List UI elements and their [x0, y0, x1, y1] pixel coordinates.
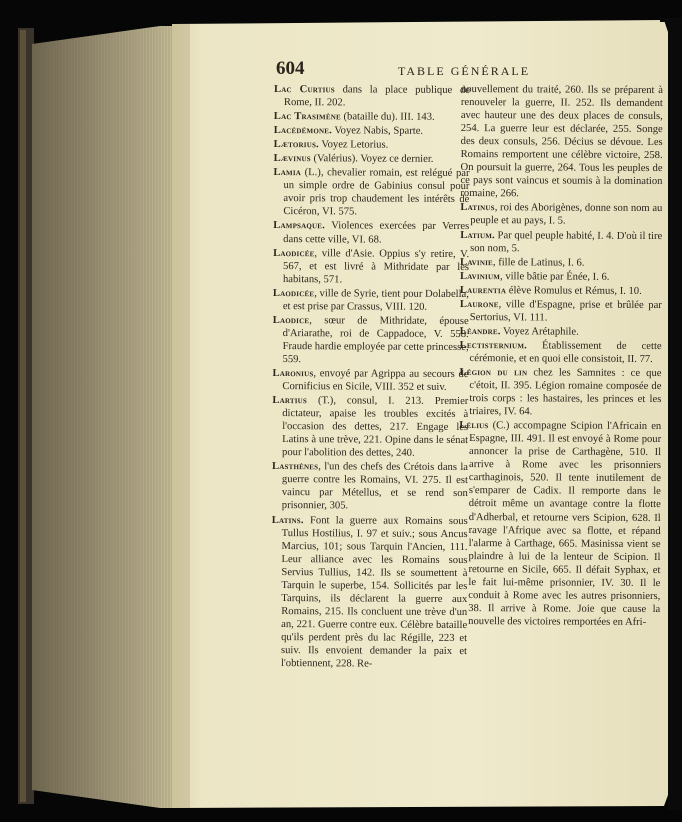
entry-text: , roi des Aborigènes, donne son nom au peuple et au pays, I. 5.: [470, 202, 663, 228]
index-entry: [460, 270, 662, 284]
entry-text: nouvellement du traité, 260. Ils se préparent à renouveler la guerre, II. 252. Ils demandent avec hauteur une des deux places de consuls, 254. La guerre leur est déclarée, 255. Songe des deux consuls, 256. Décius se dévoue. Les Romains remportent une célèbre victoire, 258. On poursuit la guerre, 264. Tous les peuples de ce pays sont vaincus et soumis à la domination romaine, 266.: [460, 83, 663, 200]
entry-text: , ville d'Espagne, prise et brûlée par Sertorius, VI. 111.: [469, 298, 662, 324]
index-entry: [273, 219, 469, 246]
index-entry: [460, 284, 662, 298]
index-entry: [272, 367, 468, 394]
index-entry: [459, 366, 661, 419]
index-entry: [272, 460, 468, 513]
index-entry: [274, 110, 470, 124]
entry-headword: Léandre.: [459, 325, 501, 338]
index-entry: [460, 325, 662, 339]
entry-text: Voyez Nabis, Sparte.: [331, 125, 424, 137]
entry-text: , fille de Latinus, I. 6.: [492, 256, 585, 269]
index-entry: [274, 152, 470, 166]
entry-headword: Latins.: [271, 514, 304, 526]
entry-text: , ville de Syrie, tient pour Dolabella, et est prise par Crassus, VIII. 120.: [282, 287, 469, 313]
entry-headword: Lætorius.: [273, 139, 319, 151]
entry-headword: Laurone: [459, 298, 499, 310]
entry-text: (bataille du). III. 143.: [340, 111, 435, 123]
index-entry: [273, 287, 469, 314]
entry-text: (L.), chevalier romain, est relégué par un simple ordre de Gabinius consul pour avoir pris trop chaudement les intérêts de Cicéron, VI. 575.: [283, 167, 470, 218]
entry-text: élève Romulus et Rémus, I. 10.: [506, 284, 642, 297]
entry-headword: Lamia: [273, 167, 302, 179]
index-entry: [274, 138, 470, 152]
entry-headword: Lectisternium.: [459, 339, 528, 352]
entry-text: Voyez Arétaphile.: [500, 326, 579, 338]
entry-headword: Lac Curtius: [273, 83, 335, 96]
entry-headword: Lævinus: [273, 153, 311, 165]
entry-headword: Laodicée: [272, 287, 315, 299]
entry-text: , envoyé par Agrippa au secours de Cornificius en Sicile, VIII. 352 et suiv.: [282, 368, 469, 393]
entry-text: dans la place publique de Rome, II. 202.: [283, 84, 470, 109]
entry-headword: Lélius: [459, 420, 489, 432]
entry-text: , ville d'Asie. Oppius s'y retire, V. 567, et est livré à Mithridate par les habitans, 571.: [282, 247, 470, 286]
entry-headword: Lasthènes: [271, 461, 319, 473]
index-entry: [274, 124, 470, 138]
entry-text: , l'un des chefs des Crétois dans la guerre contre les Romains, VI. 275. Il est vaincu par Métellus, et se rend son prisonnier, 305.: [281, 461, 469, 512]
index-entry: [460, 201, 662, 228]
entry-headword: Latium.: [460, 229, 495, 241]
entry-text: Par quel peuple habité, I. 4. D'où il tire son nom, 5.: [470, 229, 663, 254]
entry-headword: Lavinie: [460, 256, 493, 268]
entry-headword: Lac Trasimène: [273, 111, 341, 123]
index-entry: [272, 394, 468, 460]
index-entry: [458, 419, 661, 629]
entry-headword: Lartius: [272, 395, 308, 407]
entry-text: (T.), consul, I. 213. Premier dictateur, apaise les troubles excités à l'occasion des dettes, 217. Engage les Latins à une trève, 221. Opine dans le sénat pour l'abolition des dettes, 240.: [282, 395, 469, 460]
entry-headword: Lavinium: [459, 270, 501, 282]
page-number: 604: [276, 58, 305, 79]
entry-text: Voyez Letorius.: [318, 139, 389, 151]
index-entry: [273, 247, 469, 287]
entry-text: , sœur de Mithridate, épouse d'Ariarathe, roi de Cappadoce, V. 558. Fraude hardie employée par cette princesse, 559.: [282, 314, 469, 366]
index-entry: [273, 166, 469, 219]
index-entry: [271, 513, 468, 671]
entry-headword: Laurentia: [459, 284, 507, 296]
entry-headword: Laronius: [272, 367, 314, 380]
entry-headword: Lampsaque.: [273, 220, 326, 232]
entry-text: Violences exercées par Verres dans cette ville, VI. 68.: [283, 220, 470, 246]
index-column-right: [458, 83, 663, 630]
index-entry: [460, 229, 662, 256]
entry-text: Établissement de cette cérémonie, et en quoi elle consistoit, II. 77.: [469, 340, 662, 365]
index-entry: [460, 339, 662, 366]
entry-text: Font la guerre aux Romains sous Tullus Hostilius, I. 97 et suiv.; sous Ancus Marcius, 101; sous Tarquin l'Ancien, 111. Leur alliance avec les Romains sous Servius Tullius, 142. Ils se soumettent à Tarquin le superbe, 154. Sollicités par les Tarquins, ils déclarent la guerre aux Romains, 215. Ils concluent une trève d'un an, 221. Guerre contre eux. Célèbre bataille qu'ils perdent près du lac Régille, 223 et suiv. Ils envoient demander la paix et l'obtiennent, 228. Re-: [280, 514, 468, 670]
entry-text: (Valérius). Voyez ce dernier.: [310, 153, 434, 166]
entry-text: chez les Samnites : ce que c'étoit, II. 395. Légion romaine composée de trois corps : les hastaires, les princes et les triaires, IV. 64.: [469, 367, 662, 418]
index-entry: [274, 83, 470, 110]
entry-headword: Laodicée: [273, 247, 315, 259]
index-entry: [460, 256, 662, 270]
entry-headword: Légion du lin: [459, 366, 528, 379]
running-title: TABLE GÉNÉRALE: [398, 64, 531, 78]
entry-text: (C.) accompagne Scipion l'Africain en Espagne, III. 491. Il est envoyé à Rome pour annoncer la prise de Carthagène, 510. Il arrive à Rome avec les prisonniers carthaginois, 520. Il tente inutilement de s'emparer de Cadix. Il remporte dans le détroit même un avantage contre la flotte d'Adherbal, et retourne vers Scipion, 628. Il ravage l'Afrique avec sa flotte, et répand l'alarme à Carthage, 665. Masinissa vient se plaindre à lui de la lenteur de Scipion. Il retourne en Sicile, 665. Il défait Syphax, et le fait lui-même prisonnier, IV. 30. Il le conduit à Rome avec les autres prisonniers, 38. Il arrive à Rome. Joie que cause la nouvelle des victoires remportées en Afri-: [468, 420, 662, 628]
index-entry: [460, 298, 662, 325]
index-entry: [460, 83, 663, 201]
entry-headword: Latinus: [460, 202, 495, 214]
entry-headword: Lacédémone.: [273, 125, 332, 137]
index-entry: [273, 314, 469, 367]
entry-headword: Laodice: [272, 314, 310, 326]
entry-text: , ville bâtie par Énée, I. 6.: [500, 270, 610, 283]
index-column-left: [271, 83, 470, 672]
